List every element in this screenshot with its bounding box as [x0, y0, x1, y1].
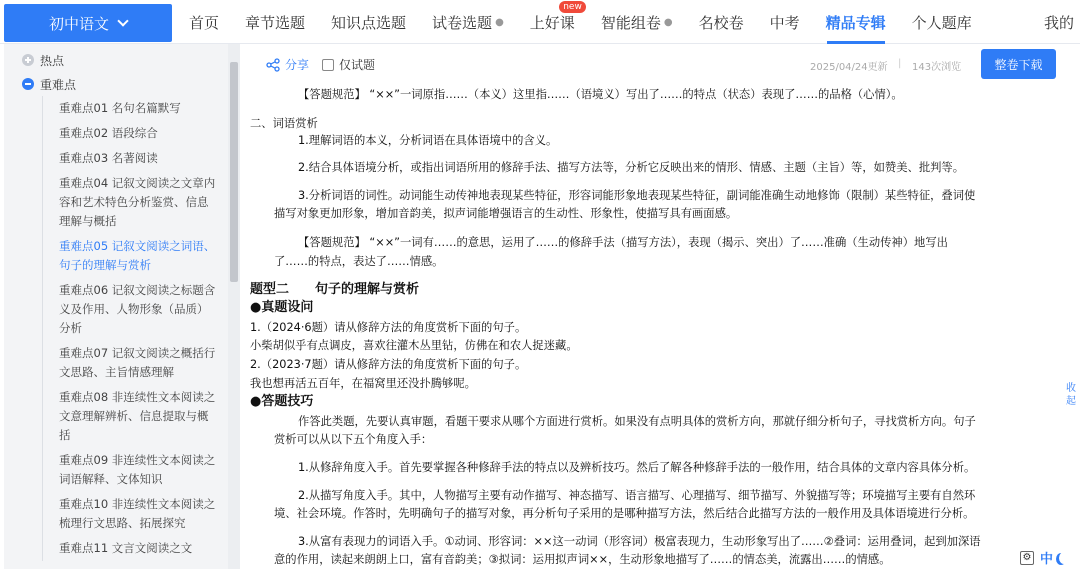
doc-line: 我也想再活五百年，在福窝里还没扑腾够呢。: [250, 377, 476, 390]
download-all-button[interactable]: 整卷下载: [981, 49, 1056, 79]
tree-node-hot[interactable]: [4, 48, 240, 72]
nav-home[interactable]: [176, 0, 232, 44]
nav-label: 智能组卷: [600, 13, 661, 32]
doc-line: 【答题规范】 “××”一词有……的意思，运用了……的修辞手法（描写方法），表现（揭示、突出）了……准确（生动传神）地写出: [298, 236, 948, 249]
nav-label: 精品专辑: [825, 13, 886, 32]
view-count: 143次浏览: [912, 62, 962, 73]
doc-line: 意的作用，读起来朗朗上口，富有音韵美；③拟词：运用拟声词××，生动形象地描写了……的情态美，流露出……的情感。: [274, 553, 891, 566]
tree-item-04[interactable]: 重难点04 记叙文阅读之文章内容和艺术特色分析鉴赏、信息理解与概括: [59, 176, 216, 228]
doc-line: 【答题规范】 “××”一词原指……（本义）这里指……（语境义）写出了……的特点（状态）表现了……的品格（心情）。: [298, 88, 903, 101]
meta-divider: |: [898, 58, 902, 69]
tree-item-05[interactable]: 重难点05 记叙文阅读之词语、句子的理解与赏析: [59, 239, 216, 272]
doc-line: 2.结合具体语境分析，或指出词语所用的修辞手法、描写方法等，分析它反映出来的情形、情感、主题（主旨）等，如赞美、批判等。: [298, 161, 965, 174]
nav-label: 试卷选题: [432, 13, 493, 32]
expand-icon[interactable]: [22, 54, 34, 66]
settings-icon[interactable]: ⚙: [1020, 551, 1034, 565]
nav-label: 章节选题: [245, 13, 306, 32]
tree-item-01[interactable]: 重难点01 名句名篇默写: [59, 101, 181, 115]
main-nav: [176, 0, 985, 44]
tree-children: [42, 96, 216, 561]
nav-good-class[interactable]: [517, 0, 588, 44]
doc-line: 了……的特点，表达了……情感。: [274, 255, 444, 268]
doc-line: 1.理解词语的本义，分析词语在具体语境中的含义。: [298, 134, 558, 147]
doc-line: 3.分析词语的词性。动词能生动传神地表现某些特征，形容词能形象地表现某些特征，副词能准确生动地修饰（限制）某些特征，叠词使: [298, 189, 976, 202]
tree-item-09[interactable]: 重难点09 非连续性文本阅读之词语解释、文体知识: [59, 453, 216, 486]
section-title: ●答题技巧: [250, 394, 314, 409]
moon-icon[interactable]: [1059, 552, 1069, 564]
nav-label: 上好课: [529, 13, 575, 32]
bottom-tray: [1020, 548, 1069, 567]
nav-zhongkao[interactable]: [757, 0, 813, 44]
nav-personal-bank[interactable]: [899, 0, 985, 44]
nav-smart-paper[interactable]: [588, 0, 686, 44]
only-question-checkbox[interactable]: [322, 56, 375, 73]
subject-label: 初中语文: [48, 14, 109, 33]
nav-label: 名校卷: [698, 13, 744, 32]
nav-featured-album[interactable]: [813, 0, 899, 44]
doc-heading: 二、词语赏析: [250, 117, 318, 130]
nav-label: 中考: [769, 13, 800, 32]
new-badge: new: [559, 1, 586, 13]
nav-label: 知识点选题: [331, 13, 407, 32]
nav-label: 首页: [189, 13, 220, 32]
section-title: ●真题设问: [250, 300, 314, 315]
share-button[interactable]: [266, 56, 309, 73]
doc-line: 1.从修辞角度入手。首先要掌握各种修辞手法的特点以及辨析技巧。然后了解各种修辞手法的一般作用，结合具体的文章内容具体分析。: [298, 461, 976, 474]
nav-famous-school[interactable]: [686, 0, 757, 44]
nav-label: 个人题库: [911, 13, 972, 32]
doc-line: 3.从富有表现力的词语入手。①动词、形容词：××这一动词（形容词）极富表现力，生动形象写出了……②叠词：运用叠词，起到加深语: [298, 535, 981, 548]
nav-paper-select[interactable]: [419, 0, 517, 44]
tree-item-10[interactable]: 重难点10 非连续性文本阅读之梳理行文思路、拓展探究: [59, 497, 216, 530]
question-type-title: 题型二 句子的理解与赏析: [250, 282, 420, 297]
sidebar-scroll-thumb[interactable]: [230, 62, 238, 282]
nav-chapter-select[interactable]: [232, 0, 318, 44]
nav-dot: ●: [495, 16, 504, 28]
tree-item-11[interactable]: 重难点11 文言文阅读之文: [59, 541, 193, 555]
doc-line: 1.（2024·6题）请从修辞方法的角度赏析下面的句子。: [250, 321, 527, 334]
tree-item-03[interactable]: 重难点03 名著阅读: [59, 151, 158, 165]
tree-item-08[interactable]: 重难点08 非连续性文本阅读之文意理解辨析、信息提取与概括: [59, 390, 216, 442]
tree-node-label: 热点: [40, 53, 65, 68]
doc-line: 赏析可以从以下五个角度入手：: [274, 433, 433, 446]
tree-node-key[interactable]: [4, 72, 240, 96]
collapse-panel-button[interactable]: 收起: [1066, 383, 1076, 407]
nav-knowledge-select[interactable]: [318, 0, 419, 44]
tree-item-07[interactable]: 重难点07 记叙文阅读之概括行文思路、主旨情感理解: [59, 346, 216, 379]
update-date: 2025/04/24更新: [810, 62, 888, 73]
checkbox-label: 仅试题: [339, 58, 376, 72]
chevron-down-icon: [117, 15, 128, 26]
doc-line: 境、社会环境。作答时，先明确句子的描写对象，再分析句子采用的是哪种描写方法，然后结合此描写方法的一般作用及具体语境进行分析。: [274, 507, 975, 520]
tree-item-02[interactable]: 重难点02 语段综合: [59, 126, 158, 140]
subject-selector[interactable]: [4, 4, 172, 42]
doc-line: 2.（2023·7题）请从修辞方法的角度赏析下面的句子。: [250, 358, 527, 371]
nav-dot: ●: [663, 16, 673, 28]
collapse-icon[interactable]: [22, 78, 34, 90]
document-content: [248, 84, 1060, 569]
sidebar-tree: [4, 44, 240, 569]
tree-item-06[interactable]: 重难点06 记叙文阅读之标题含义及作用、人物形象（品质）分析: [59, 283, 216, 335]
tree-node-label: 重难点: [40, 77, 77, 92]
nav-my[interactable]: 我的: [1043, 13, 1074, 32]
doc-toolbar: [240, 44, 1060, 84]
doc-line: 2.从描写角度入手。其中，人物描写主要有动作描写、神态描写、语言描写、心理描写、细节描写、外貌描写等；环境描写主要有自然环: [298, 489, 976, 502]
ime-indicator[interactable]: 中: [1040, 552, 1054, 567]
top-navbar: [0, 0, 1080, 44]
doc-line: 小柴胡似乎有点调皮，喜欢往灌木丛里钻，仿佛在和农人捉迷藏。: [250, 339, 578, 352]
doc-line: 描写对象更加形象，增加音韵美，拟声词能增强语言的生动性、形象性，使描写具有画面感。: [274, 207, 738, 220]
checkbox-box[interactable]: [322, 59, 334, 71]
share-label: 分享: [285, 58, 310, 72]
doc-line: 作答此类题，先要认真审题，看题干要求从哪个方面进行赏析。如果没有点明具体的赏析方向，那就仔细分析句子，寻找赏析方向。句子: [298, 415, 976, 428]
share-icon: [266, 58, 280, 72]
